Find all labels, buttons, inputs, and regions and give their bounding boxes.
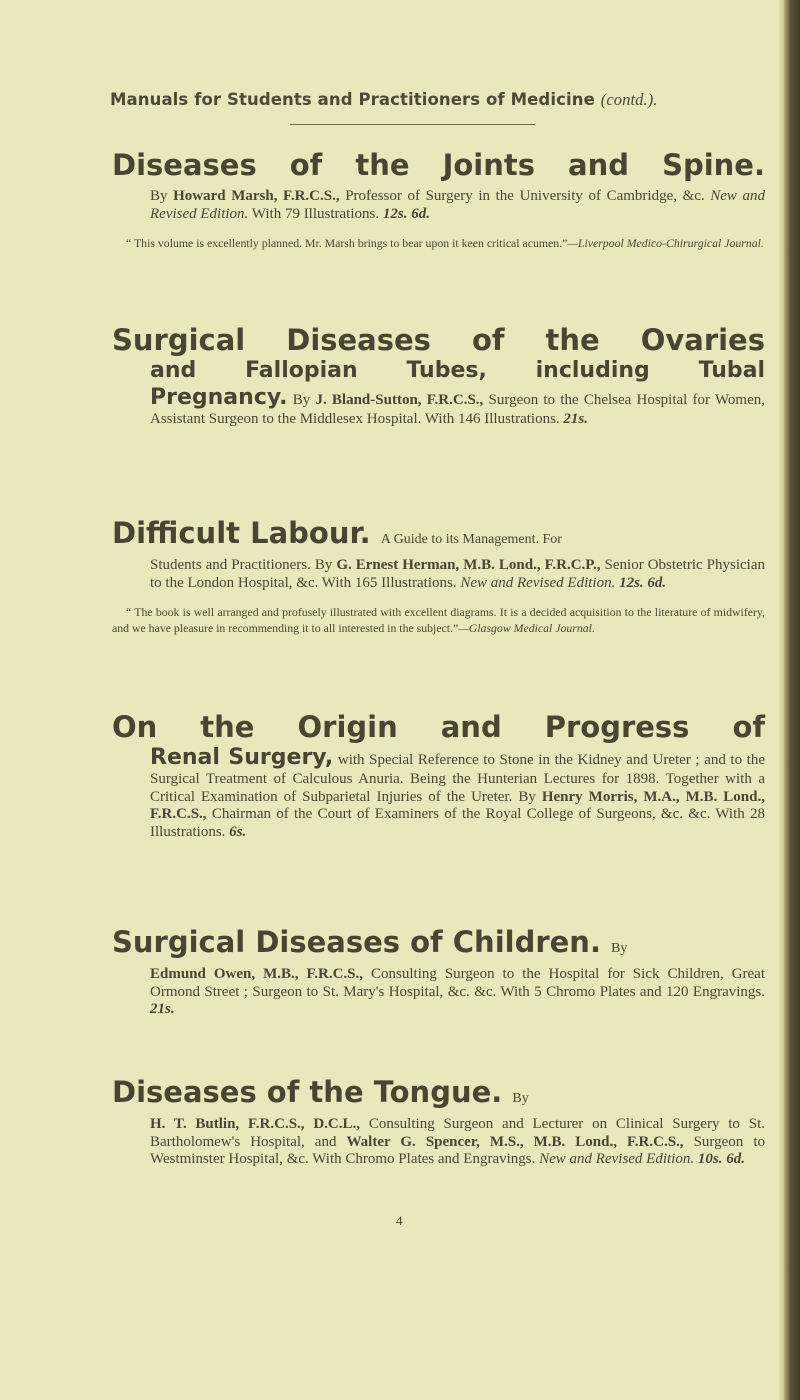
running-header [110, 90, 658, 110]
author: Henry Morris, M.A., M.B. Lond., F.R.C.S., [150, 788, 765, 822]
listing-difficult-labour [112, 516, 765, 636]
text-run: Chairman of the Court of Examiners of the Royal College of Surgeons, &c. &c. With 28 Illustrations. [150, 806, 766, 840]
text-run: By [512, 1091, 529, 1106]
book-description [150, 384, 765, 429]
author: Walter G. Spencer, M.S., M.B. Lond., F.R.C.S., [346, 1133, 684, 1150]
text-run: Surgeon to the Chelsea Hospital for Women, Assistant Surgeon to the Middlesex Hospital. With 146 Illustrations. [150, 392, 765, 427]
book-title [112, 1075, 765, 1116]
book-title: Diseases of the Joints and Spine. [112, 148, 765, 182]
header-title: Manuals for Students and Practitioners of Medicine [110, 90, 595, 109]
text-run: Students and Practitioners. By [150, 557, 333, 573]
text-run: New and Revised Edition. [539, 1151, 695, 1167]
book-edge [784, 0, 800, 1400]
text-run: —Liverpool Medico-Chirurgical Journal. [567, 236, 764, 250]
author: Edmund Owen, M.B., F.R.C.S., [150, 966, 364, 982]
price: 6s. [229, 823, 247, 840]
text-run: A Guide to its Management. For [380, 532, 562, 547]
text-run: By [292, 392, 311, 408]
text-run: Diseases of the Tongue. [112, 1075, 503, 1109]
listing-children [112, 925, 765, 1019]
price: 21s. [150, 1001, 175, 1017]
author: G. Ernest Herman, M.B. Lond., F.R.C.P., [336, 557, 601, 573]
listing-tongue [112, 1075, 765, 1169]
divider [290, 124, 535, 125]
price: 10s. 6d. [697, 1151, 745, 1167]
book-title: On the Origin and Progress of [112, 710, 765, 744]
text-run: Senior Obstetric Physician to the London Hospital, &c. With 165 Illustrations. [150, 557, 765, 591]
text-run: “ The book is well arranged and profusely illustrated with excellent diagrams. It is a decided acquisition to the literature of midwifery, and we have pleasure in recommending it to all interested in the subject.” [112, 605, 765, 635]
book-title: Surgical Diseases of the Ovaries [112, 323, 765, 357]
page-number: 4 [396, 1213, 403, 1228]
text-run: Pregnancy. [150, 385, 288, 410]
listing-renal-surgery [112, 710, 765, 841]
book-description [150, 744, 765, 841]
author: Howard Marsh, F.R.C.S., [173, 188, 340, 204]
text-run: Surgical Diseases of Children. [112, 925, 601, 959]
text-run: Consulting Surgeon and Lecturer on Clinical Surgery to St. Bartholomew's Hospital, and [150, 1116, 765, 1150]
book-description [150, 1116, 765, 1169]
price: 12s. 6d. [619, 574, 667, 591]
text-run: New and Revised Edition. [460, 574, 616, 591]
listing-ovaries [112, 323, 765, 429]
book-title [112, 925, 765, 966]
text-run: Professor of Surgery in the University of Cambridge, &c. [345, 188, 705, 204]
author: H. T. Butlin, F.R.C.S., D.C.L., [150, 1116, 361, 1132]
book-description [150, 188, 765, 223]
text-run: “ This volume is excellently planned. Mr. Marsh brings to bear upon it keen critical acumen.” [126, 236, 568, 250]
text-run: —Glasgow Medical Journal. [458, 621, 595, 635]
listing-joints-spine [112, 148, 765, 251]
book-description [150, 966, 765, 1019]
text-run: Surgeon to Westminster Hospital, &c. With Chromo Plates and Engravings. [150, 1133, 765, 1167]
book-title [112, 516, 765, 557]
text-run: By [611, 941, 628, 956]
review-quote [112, 235, 765, 251]
text-run: Difficult Labour. [112, 516, 371, 550]
price: 21s. [563, 411, 589, 427]
review-quote [112, 604, 765, 636]
text-run: New and Revised Edition. [150, 188, 766, 222]
header-contd: (contd.). [600, 90, 658, 109]
text-run: With 79 Illustrations. [251, 205, 380, 222]
text-run: Consulting Surgeon to the Hospital for Sick Children, Great Ormond Street ; Surgeon to St. Mary's Hospital, &c. &c. With 5 Chromo Plates and 120 Engravings. [150, 966, 765, 1000]
text-run: Renal Surgery, [150, 745, 334, 770]
book-description [150, 557, 765, 592]
author: J. Bland-Sutton, F.R.C.S., [315, 392, 484, 408]
book-title-cont: and Fallopian Tubes, including Tubal [150, 358, 765, 383]
price: 12s. 6d. [382, 205, 430, 222]
text-run: with Special Reference to Stone in the Kidney and Ureter ; and to the Surgical Treatment of Calculous Anuria. Being the Hunterian Lectures for 1898. Together with a Critical Examination of Subparietal Injuries of the Ureter. By [150, 752, 766, 805]
text-run: By [150, 188, 168, 204]
